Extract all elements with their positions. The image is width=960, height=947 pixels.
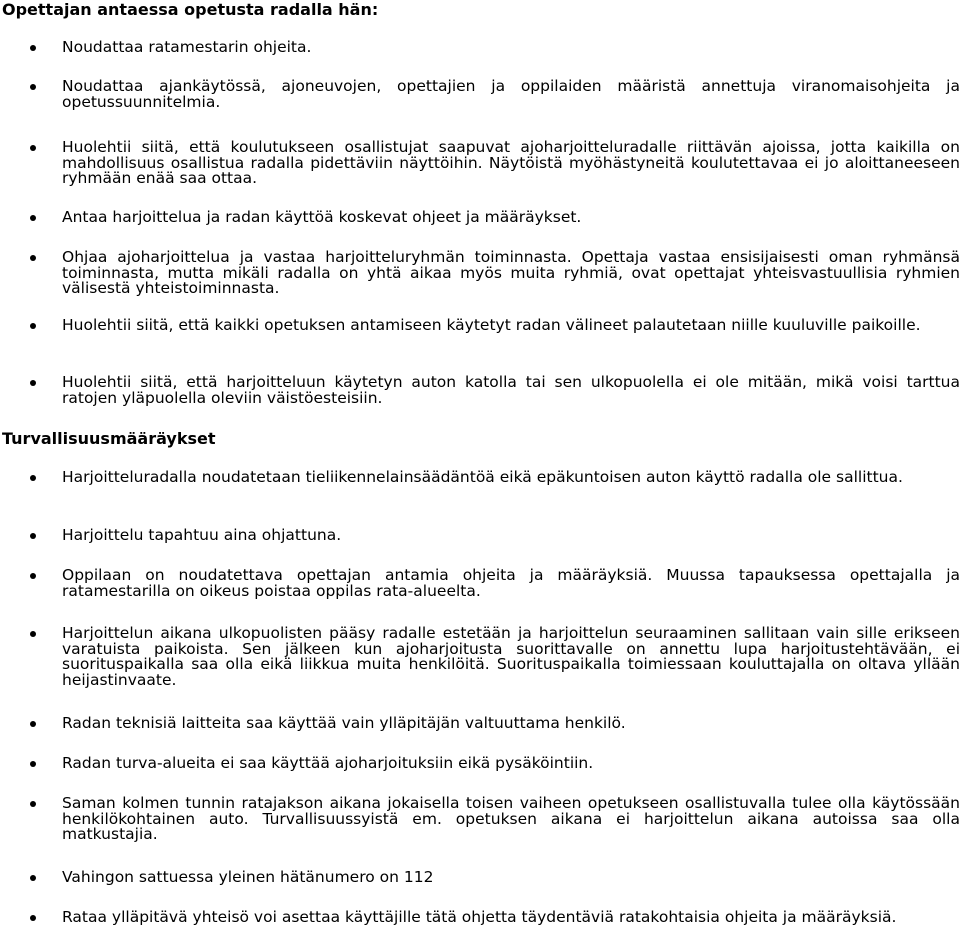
list-item-text: Huolehtii siitä, että harjoitteluun käytetyn auton katolla tai sen ulkopuolella ei ole mitään, mikä voisi tarttua ratojen yläpuolella oleviin väistöesteisiin.	[62, 373, 960, 407]
bullet-icon	[30, 255, 36, 261]
bullet-icon	[30, 533, 36, 539]
bullet-icon	[30, 45, 36, 51]
list-item-text: Huolehtii siitä, että kaikki opetuksen antamiseen käytetyt radan välineet palautetaan niille kuuluville paikoille.	[62, 316, 921, 334]
bullet-icon	[30, 145, 36, 151]
section-heading-safety-rules: Turvallisuusmääräykset	[2, 429, 216, 448]
list-item-text: Harjoittelun aikana ulkopuolisten pääsy radalle estetään ja harjoittelun seuraaminen sallitaan vain sille erikseen varatuista paikoista. Sen jälkeen kun ajoharjoitusta suorittavalle on annettu lupa harjoitustehtävään, ei suorituspaikalla saa olla eikä liikkua muita henkilöitä. Suorituspaikalla toimiessaan kouluttajalla on oltava yllään heijastinvaate.	[62, 624, 960, 689]
list-item-text: Rataa ylläpitävä yhteisö voi asettaa käyttäjille tätä ohjetta täydentäviä ratakohtaisia ohjeita ja määräyksiä.	[62, 908, 897, 926]
list-item-text: Noudattaa ajankäytössä, ajoneuvojen, opettajien ja oppilaiden määristä annettuja viranomaisohjeita ja opetussuunnitelmia.	[62, 77, 960, 111]
bullet-icon	[30, 761, 36, 767]
bullet-icon	[30, 875, 36, 881]
bullet-icon	[30, 215, 36, 221]
section-heading-instructor-duties: Opettajan antaessa opetusta radalla hän:	[2, 0, 379, 19]
bullet-icon	[30, 915, 36, 921]
bullet-icon	[30, 323, 36, 329]
list-item-text: Radan teknisiä laitteita saa käyttää vain ylläpitäjän valtuuttama henkilö.	[62, 714, 626, 732]
list-item-text: Radan turva-alueita ei saa käyttää ajoharjoituksiin eikä pysäköintiin.	[62, 754, 594, 772]
list-item-text: Saman kolmen tunnin ratajakson aikana jokaisella toisen vaiheen opetukseen osallistuvalla tulee olla käytössään henkilökohtainen auto. Turvallisuussyistä em. opetuksen aikana ei harjoittelun aikana autoissa saa olla matkustajia.	[62, 794, 960, 843]
list-item-text: Ohjaa ajoharjoittelua ja vastaa harjoitteluryhmän toiminnasta. Opettaja vastaa ensisijaisesti oman ryhmänsä toiminnasta, mutta mikäli radalla on yhtä aikaa myös muita ryhmiä, ovat opettajat yhteisvastuullisia ryhmien välisestä yhteistoiminnasta.	[62, 248, 960, 297]
bullet-icon	[30, 475, 36, 481]
list-item-text: Antaa harjoittelua ja radan käyttöä koskevat ohjeet ja määräykset.	[62, 208, 582, 226]
list-item-text: Oppilaan on noudatettava opettajan antamia ohjeita ja määräyksiä. Muussa tapauksessa opettajalla ja ratamestarilla on oikeus poistaa oppilas rata-alueelta.	[62, 566, 960, 600]
bullet-icon	[30, 84, 36, 90]
bullet-icon	[30, 573, 36, 579]
bullet-icon	[30, 801, 36, 807]
list-item-text: Huolehtii siitä, että koulutukseen osallistujat saapuvat ajoharjoitteluradalle riittävän ajoissa, jotta kaikilla on mahdollisuus osallistua radalla pidettäviin näyttöihin. Näytöistä myöhästyneitä koulutettavaa ei jo aloittaneeseen ryhmään enää saa ottaa.	[62, 138, 960, 187]
list-item-text: Noudattaa ratamestarin ohjeita.	[62, 38, 312, 56]
list-item-text: Harjoittelu tapahtuu aina ohjattuna.	[62, 526, 342, 544]
bullet-icon	[30, 721, 36, 727]
bullet-icon	[30, 631, 36, 637]
list-item-text: Vahingon sattuessa yleinen hätänumero on 112	[62, 868, 434, 886]
list-item-text: Harjoitteluradalla noudatetaan tieliikennelainsäädäntöä eikä epäkuntoisen auton käyttö radalla ole sallittua.	[62, 468, 903, 486]
bullet-icon	[30, 380, 36, 386]
